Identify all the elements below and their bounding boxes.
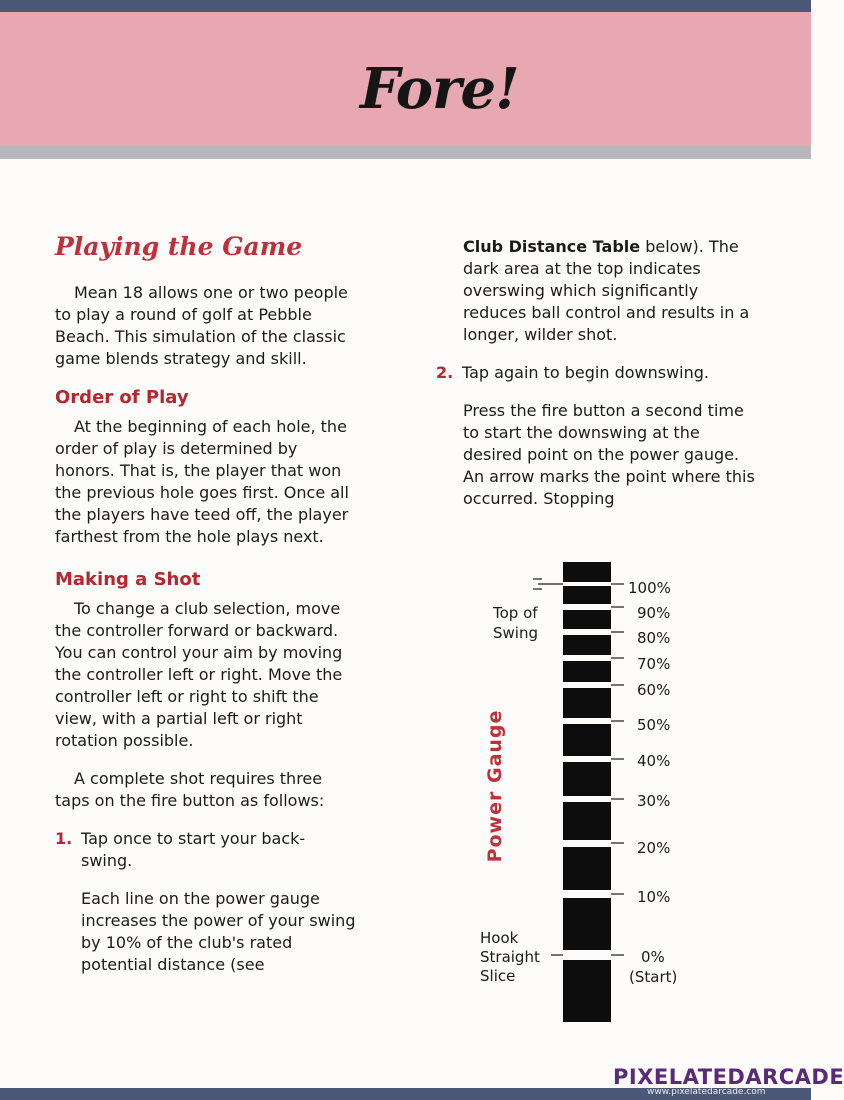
club-distance-table-ref: Club Distance Table <box>463 237 641 256</box>
slice-label: Slice <box>480 967 516 985</box>
step-2-title: Tap again to begin downswing. <box>462 363 710 382</box>
gauge-segment <box>563 724 611 756</box>
gauge-segment <box>563 960 611 1022</box>
gauge-segment <box>563 898 611 950</box>
gauge-segment <box>563 635 611 655</box>
making-a-shot-heading: Making a Shot <box>55 569 201 590</box>
gauge-segment <box>563 802 611 840</box>
gauge-segment <box>563 688 611 718</box>
gauge-segment <box>563 847 611 890</box>
watermark-logo: PIXELATEDARCADE <box>613 1065 844 1089</box>
continued-text: below). The dark area at the top indicates overswing which significantly reduces ball control and results in a longer, wilder shot. <box>463 237 750 344</box>
pct-0: 0% <box>641 948 665 966</box>
pct-70: 70% <box>637 655 671 673</box>
making-a-shot-paragraph: To change a club selection, move the controller forward or backward. You can control your aim by moving the controller left or right. Move the controller left or right to shift the view, with a partial left or right rotation possible. <box>55 599 343 750</box>
gauge-overswing-segment <box>563 562 611 582</box>
top-of-swing-label-2: Swing <box>493 624 538 642</box>
power-gauge-title: Power Gauge <box>484 709 506 863</box>
gauge-segment <box>563 661 611 682</box>
gauge-segment <box>563 762 611 796</box>
three-taps-paragraph: A complete shot requires three taps on the fire button as follows: <box>55 769 325 810</box>
watermark-url: www.pixelatedarcade.com <box>647 1087 766 1097</box>
pct-30: 30% <box>637 792 671 810</box>
pct-10: 10% <box>637 888 671 906</box>
page-title: Fore! <box>360 56 519 122</box>
top-of-swing-label-1: Top of <box>493 604 538 622</box>
pct-80: 80% <box>637 629 671 647</box>
pct-40: 40% <box>637 752 671 770</box>
pct-60: 60% <box>637 681 671 699</box>
step-2-number: 2. <box>436 363 454 382</box>
gauge-segment <box>563 610 611 629</box>
pct-20: 20% <box>637 839 671 857</box>
step-1-title: Tap once to start your back-swing. <box>81 829 306 870</box>
step-1-paragraph: Each line on the power gauge increases the power of your swing by 10% of the club's rated potential distance (see <box>81 889 356 974</box>
step-2-paragraph: Press the fire button a second time to start the downswing at the desired point on the power gauge. An arrow marks the point where this occurred. Stopping <box>463 401 755 508</box>
step-1-number: 1. <box>55 829 73 848</box>
order-of-play-heading: Order of Play <box>55 387 189 408</box>
section-heading: Playing the Game <box>55 232 303 261</box>
pct-50: 50% <box>637 716 671 734</box>
intro-paragraph: Mean 18 allows one or two people to play a round of golf at Pebble Beach. This simulation of the classic game blends strategy and skill. <box>55 283 348 368</box>
pct-90: 90% <box>637 604 671 622</box>
straight-label: Straight <box>480 948 540 966</box>
hook-label: Hook <box>480 929 519 947</box>
gauge-segment <box>563 586 611 604</box>
start-label: (Start) <box>629 968 678 986</box>
pct-100: 100% <box>628 579 671 597</box>
order-of-play-paragraph: At the beginning of each hole, the order of play is determined by honors. That is, the player that won the previous hole goes first. Once all the players have teed off, the player farthest from the hole plays next. <box>55 417 349 546</box>
